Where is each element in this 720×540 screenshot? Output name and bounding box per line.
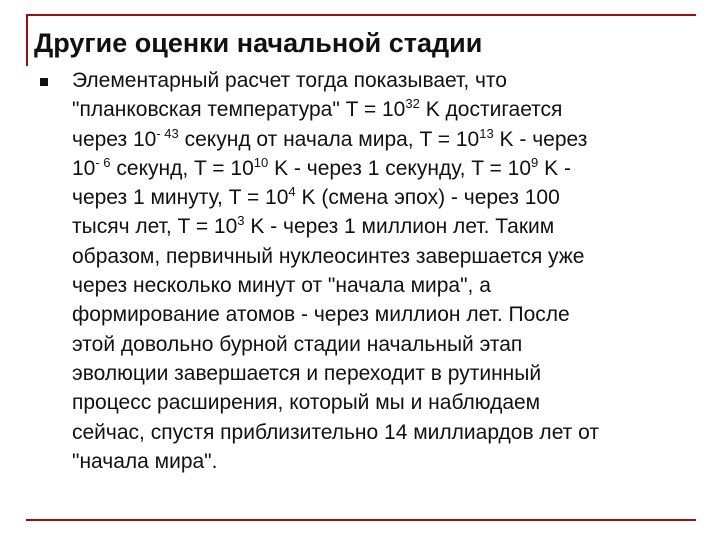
body-line: $10^{- 6}$ секунд, $T = 10^{10}$ K - через 1 секунду, $T = 10^9$ K - (72, 154, 571, 180)
body-line: формирование атомов - через миллион лет. После (72, 303, 570, 327)
frame-top-line (26, 14, 696, 16)
body-line: Элементарный расчет тогда показывает, что (72, 69, 507, 92)
bullet-square-icon (40, 78, 48, 86)
body-line: процесс расширения, который мы и наблюдаем (72, 391, 541, 415)
body-line: "начала мира". (72, 449, 218, 473)
body-line: этой довольно бурной стадии начальный этап (72, 332, 523, 356)
body-line: через 1 минуту, $T = 10^4$ K (смена эпох) - через 100 (72, 184, 560, 210)
body-line: эволюции завершается и переходит в рутинный (72, 361, 542, 385)
body-line: через несколько минут от "начала мира", а (72, 274, 491, 298)
body-line: "планковская температура" $T = 10^{32}$ K достигается (72, 96, 563, 122)
body-line: тысяч лет, $T = 10^3$ K - через 1 миллион лет. Таким (72, 213, 555, 239)
frame-bottom-line (26, 519, 696, 521)
slide-body (72, 66, 712, 476)
body-line: через $10^{- 43}$ секунд от начала мира, $T = 10^{13}$ K - через (72, 125, 588, 151)
slide-title: Другие оценки начальной стадии (34, 28, 483, 58)
body-line: образом, первичный нуклеосинтез завершается уже (72, 244, 585, 268)
body-line: сейчас, спустя приблизительно 14 миллиардов лет от (72, 420, 599, 444)
frame-left-line (26, 14, 28, 66)
